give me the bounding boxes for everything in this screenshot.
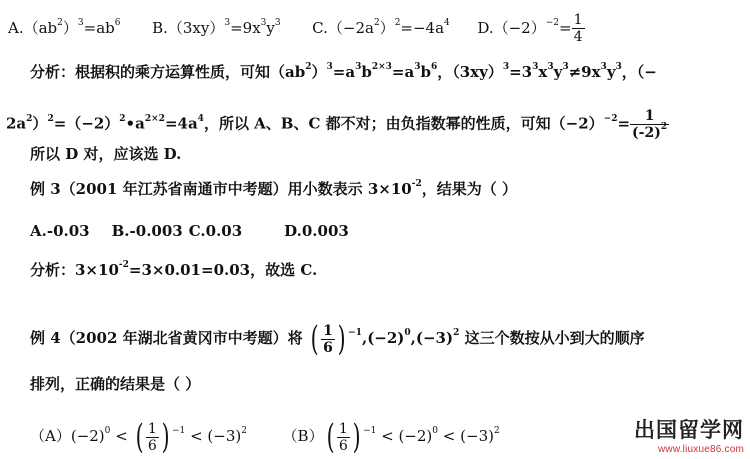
ex3-option-c: C.0.03 bbox=[188, 222, 243, 240]
analysis-line-2: $2a^2)^2=(-2)^2•a^{2\times 2}=4a^4$，所以 A、B、C 都不对；由负指数幂的性质，可知$(-2)^{-2}=$ $\frac{1}{(-2)^2}$ bbox=[6, 108, 668, 141]
option-b: $B.(3xy)^3=9x^3y^3$ bbox=[152, 17, 281, 37]
watermark-url: www.liuxue86.com bbox=[657, 444, 744, 455]
ex3-option-d: D.0.003 bbox=[284, 222, 349, 240]
watermark-title: 出国留学网 bbox=[634, 419, 744, 442]
site-watermark bbox=[634, 414, 744, 455]
ex4-option-a: $(A)(-2)^0$ < ( $\frac{1}{6}$ ) $^{-1} < (-3)^2$ bbox=[30, 417, 247, 457]
analysis-line-1: 分析：根据积的乘方运算性质，可知$(ab^2)^3=a^3b^{2\times 3}=a^3b^6$，$(3xy)^3=3^3x^3y^3\ne 9x^3y^3$，（− bbox=[30, 62, 657, 81]
example-3-question: 例 3（2001 年江苏省南通市中考题）用小数表示 $3\times 10^{-2}$，结果为（ ） bbox=[30, 179, 517, 198]
conclusion-line: 所以 D 对，应该选 D. bbox=[30, 145, 182, 163]
example-4-question-cont: 排列，正确的结果是（ ） bbox=[30, 375, 201, 393]
paren-fraction-one-sixth: ( $\frac{1}{6}$ ) bbox=[310, 319, 346, 359]
ex3-option-a: A.-0.03 bbox=[30, 222, 90, 240]
example-3-analysis: 分析：$3\times 10^{-2}=3\times 0.01=0.03$，故选 C. bbox=[30, 260, 318, 279]
ex3-option-b: B.-0.003 bbox=[111, 222, 183, 240]
fraction-one-quarter: $\frac{1}{4}$ bbox=[573, 12, 583, 45]
option-c: $C.(-2a^2)^2=-4a^4$ bbox=[312, 17, 450, 37]
fraction-one-over-neg-two-squared: $\frac{1}{(-2)^2}$ bbox=[632, 108, 668, 141]
example-4-options bbox=[30, 417, 500, 457]
ex4-option-b: （B） ( $\frac{1}{6}$ ) $^{-1} < (-2)^0 < (-3)^2$ bbox=[282, 417, 500, 457]
example-4-question: 例 4（2002 年湖北省黄冈市中考题）将 ( $\frac{1}{6}$ ) $^{-1},(-2)^0,(-3)^2$ 这三个数按从小到大的顺序 bbox=[30, 319, 645, 359]
options-line-1 bbox=[8, 12, 585, 45]
example-3-options bbox=[30, 221, 349, 241]
option-d: $D.(-2)^{-2}=$ $\frac{1}{4}$ bbox=[477, 12, 583, 45]
option-a: $A.(ab^2)^3=ab^6$ bbox=[8, 17, 121, 37]
